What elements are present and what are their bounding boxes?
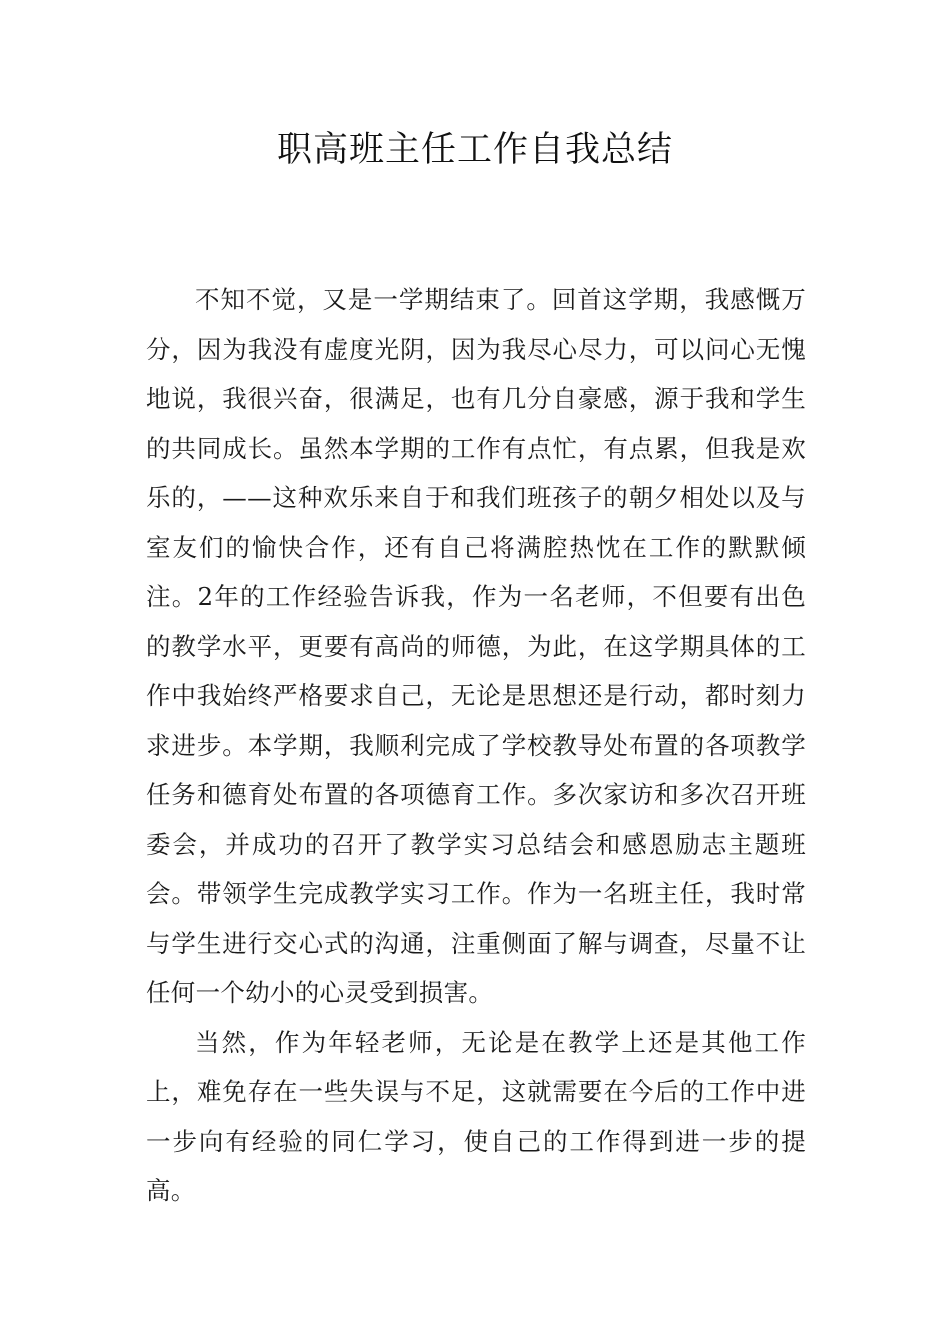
paragraph-2: 当然，作为年轻老师，无论是在教学上还是其他工作上，难免存在一些失误与不足，这就需要在今后的工作中进一步向有经验的同仁学习，使自己的工作得到进一步的提高。	[146, 1027, 806, 1205]
paragraph-1: 不知不觉，又是一学期结束了。回首这学期，我感慨万分，因为我没有虚度光阴，因为我尽心尽力，可以问心无愧地说，我很兴奋，很满足，也有几分自豪感，源于我和学生的共同成长。虽然本学期的工作有点忙，有点累，但我是欢乐的，——这种欢乐来自于和我们班孩子的朝夕相处以及与室友们的愉快合作，还有自己将满腔热忱在工作的默默倾注。2年的工作经验告诉我，作为一名老师，不但要有出色的教学水平，更要有高尚的师德，为此，在这学期具体的工作中我始终严格要求自己，无论是思想还是行动，都时刻力求进步。本学期，我顺利完成了学校教导处布置的各项教学任务和德育处布置的各项德育工作。多次家访和多次召开班委会，并成功的召开了教学实习总结会和感恩励志主题班会。带领学生完成教学实习工作。作为一名班主任，我时常与学生进行交心式的沟通，注重侧面了解与调查，尽量不让任何一个幼小的心灵受到损害。	[146, 285, 806, 1007]
document-title: 职高班主任工作自我总结	[276, 130, 673, 170]
document-body	[146, 275, 806, 1216]
